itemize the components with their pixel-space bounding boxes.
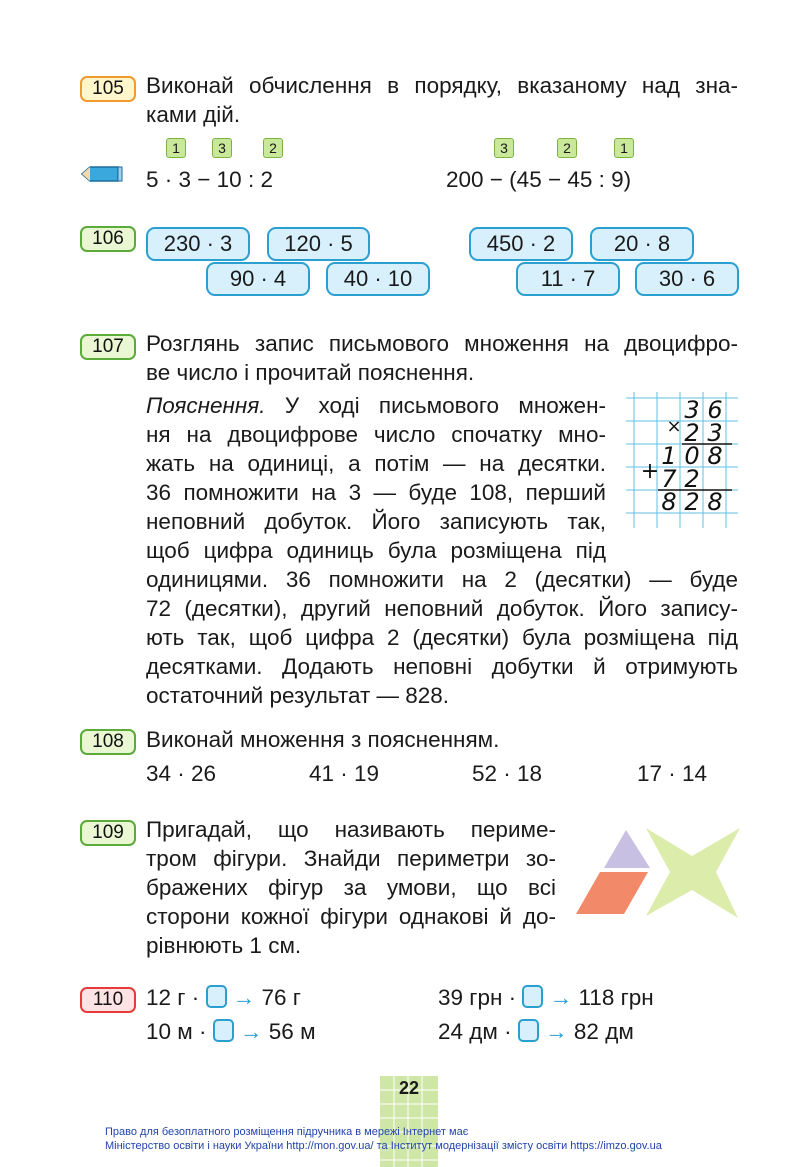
explanation-line: 72 (десятки), другий неповний добуток. Його запису-	[146, 596, 738, 621]
arrow-icon: →	[240, 1019, 263, 1044]
page-number: 22	[398, 1078, 420, 1098]
explanation-line: ня на двоцифрове число спочатку мно-	[146, 422, 606, 447]
multiplication-grid	[626, 392, 738, 528]
plus-sign: +	[640, 459, 660, 484]
digit: 3	[684, 396, 700, 424]
expression-box: 40 · 10	[326, 262, 430, 296]
geometric-figures	[574, 826, 740, 920]
order-badge: 3	[212, 138, 232, 158]
chain-d	[438, 1017, 634, 1046]
star-figure	[646, 828, 740, 918]
footer-line-1: Право для безоплатного розміщення підручника в мережі Інтернет має	[105, 1126, 469, 1138]
explanation-line: одиницями. 36 помножити на 2 (десятки) — буде	[146, 567, 738, 592]
rhombus-figure	[576, 872, 648, 914]
chain-start: 24 дм ·	[438, 1019, 512, 1044]
blank-box[interactable]	[206, 985, 227, 1008]
ex107-line2: ве число і прочитай пояснення.	[146, 360, 475, 385]
expression-box: 11 · 7	[516, 262, 620, 296]
explanation-line: щоб цифра одиниць була розміщена під	[146, 538, 606, 563]
chain-c	[146, 1017, 316, 1046]
ex105-expression-2: 200 − (45 − 45 : 9)	[446, 167, 632, 192]
arrow-icon: →	[545, 1019, 568, 1044]
digit: 8	[661, 488, 677, 516]
chain-start: 12 г ·	[146, 985, 200, 1010]
explanation-text: У ході письмового множен-	[265, 393, 606, 418]
ex109-line: бражених фігур за умови, що всі	[146, 875, 556, 900]
expression-box: 90 · 4	[206, 262, 310, 296]
chain-result: 118 грн	[578, 985, 654, 1010]
digit: 8	[707, 442, 723, 470]
ex105-line1: Виконай обчислення в порядку, вказаному над зна-	[146, 73, 738, 98]
arrow-icon: →	[232, 985, 256, 1010]
exercise-number-107: 107	[80, 334, 136, 360]
ex109-line: рівнюють 1 см.	[146, 933, 302, 958]
expression-box: 20 · 8	[590, 227, 694, 261]
order-badge: 1	[166, 138, 186, 158]
blank-box[interactable]	[518, 1019, 539, 1042]
order-badge: 3	[494, 138, 514, 158]
ex108-text: Виконай множення з поясненням.	[146, 727, 500, 752]
ex109-line: тром фігури. Знайди периметри зо-	[146, 846, 556, 871]
order-badge: 2	[263, 138, 283, 158]
explanation-line: 36 помножити на 3 — буде 108, перший	[146, 480, 606, 505]
chain-a	[146, 983, 301, 1012]
digit: 2	[684, 488, 700, 516]
exercise-number-109: 109	[80, 820, 136, 846]
blank-box[interactable]	[522, 985, 543, 1008]
exercise-number-105: 105	[80, 76, 136, 102]
expression-box: 30 · 6	[635, 262, 739, 296]
explanation-line: неповний добуток. Його записують так,	[146, 509, 606, 534]
ex108-item: 52 · 18	[472, 761, 543, 786]
explanation-heading: Пояснення.	[146, 393, 266, 418]
times-sign: ×	[666, 416, 682, 437]
ex108-item: 41 · 19	[309, 761, 380, 786]
digit: 3	[707, 419, 723, 447]
digit: 8	[707, 488, 723, 516]
triangle-figure	[604, 830, 650, 868]
digit: 2	[684, 465, 700, 493]
blank-box[interactable]	[213, 1019, 234, 1042]
exercise-number-108: 108	[80, 729, 136, 755]
digit: 2	[684, 419, 700, 447]
expression-box: 120 · 5	[267, 227, 370, 261]
ex109-line: Пригадай, що називають периме-	[146, 817, 556, 842]
digit: 6	[707, 396, 723, 424]
explanation-line: десятками. Додають неповні добутки й отримують	[146, 654, 738, 679]
explanation-line: остаточний результат — 828.	[146, 683, 450, 708]
chain-start: 39 грн ·	[438, 985, 517, 1010]
ex107-line1: Розглянь запис письмового множення на двоцифро-	[146, 331, 738, 356]
digit: 7	[661, 465, 677, 493]
chain-result: 82 дм	[573, 1019, 634, 1044]
order-badge: 2	[557, 138, 577, 158]
explanation-line: ють так, щоб цифра 2 (десятки) була розміщена під	[146, 625, 738, 650]
pencil-icon	[80, 164, 124, 184]
chain-result: 56 м	[268, 1019, 316, 1044]
exercise-number-106: 106	[80, 226, 136, 252]
arrow-icon: →	[549, 985, 573, 1010]
order-badge: 1	[614, 138, 634, 158]
ex105-expression-1: 5 · 3 − 10 : 2	[146, 167, 273, 192]
ex108-item: 34 · 26	[146, 761, 217, 786]
chain-b	[438, 983, 654, 1012]
exercise-number-110: 110	[80, 987, 136, 1013]
explanation-line	[146, 391, 606, 420]
expression-box: 230 · 3	[146, 227, 250, 261]
digit: 0	[684, 442, 700, 470]
footer-line-2: Міністерство освіти і науки України http://mon.gov.ua/ та Інститут модернізації змісту освіти https://imzo.gov.ua	[105, 1140, 662, 1152]
chain-result: 76 г	[261, 985, 302, 1010]
ex109-line: сторони кожної фігури однакові й до-	[146, 904, 556, 929]
explanation-line: жать на одиниці, а потім — на десятки.	[146, 451, 606, 476]
chain-start: 10 м ·	[146, 1019, 207, 1044]
expression-box: 450 · 2	[469, 227, 573, 261]
digit: 1	[661, 442, 677, 470]
ex108-item: 17 · 14	[637, 761, 708, 786]
ex105-line2: ками дій.	[146, 102, 241, 127]
